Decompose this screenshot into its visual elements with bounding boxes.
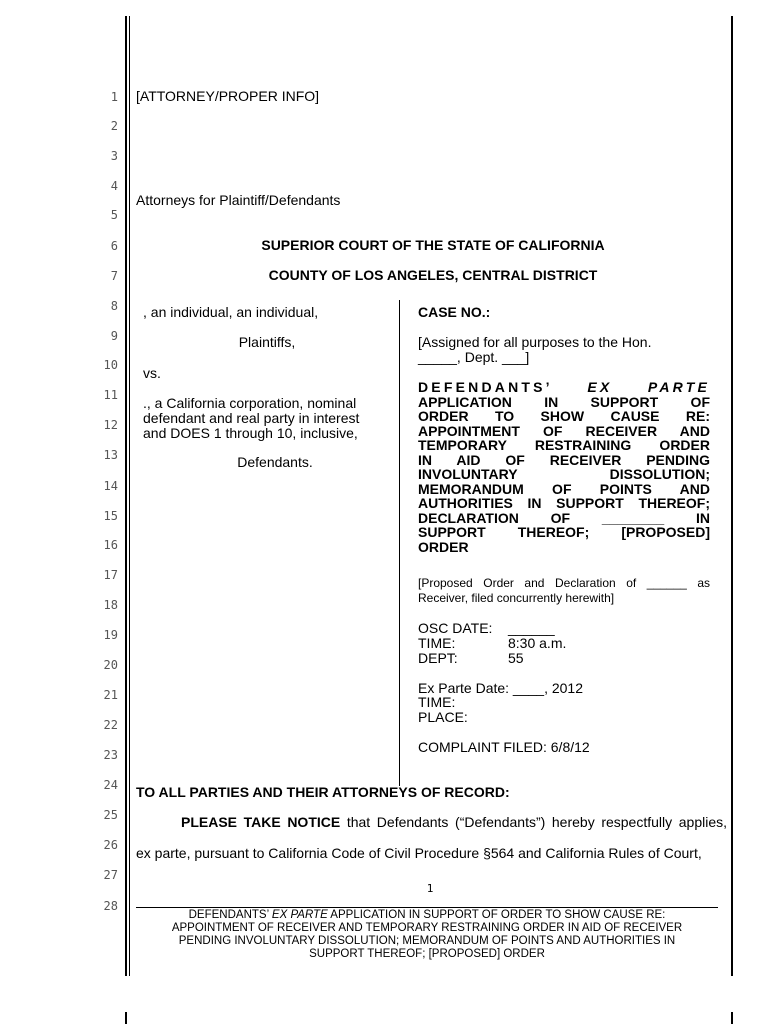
title-line: MEMORANDUM OF POINTS AND — [418, 480, 710, 497]
body-paragraph-line-1 — [136, 815, 727, 830]
time-label: TIME: — [418, 635, 456, 651]
line-number: 25 — [103, 808, 118, 822]
title-line: ORDER TO SHOW CAUSE RE: — [418, 408, 710, 424]
line-number: 12 — [103, 418, 118, 432]
footer-rule — [136, 907, 718, 908]
time2-label: TIME: — [418, 694, 456, 710]
assigned-line-2: _____, Dept. ___] — [418, 349, 530, 365]
title-line: APPOINTMENT OF RECEIVER AND — [418, 422, 710, 439]
plaintiff-name: , an individual, an individual, — [143, 304, 319, 320]
line-number: 16 — [103, 538, 118, 552]
line-number: 20 — [103, 658, 118, 672]
attorney-info: [ATTORNEY/PROPER INFO] — [136, 88, 320, 104]
footer-rest-1: APPLICATION IN SUPPORT OF ORDER TO SHOW CAUSE RE: — [327, 909, 666, 921]
line-number: 13 — [103, 448, 118, 462]
court-name: SUPERIOR COURT OF THE STATE OF CALIFORNIA — [261, 237, 605, 253]
line-number: 4 — [110, 179, 118, 193]
osc-date-value: ______ — [508, 620, 555, 636]
please-take-notice: PLEASE TAKE NOTICE — [181, 814, 341, 830]
line-number: 9 — [110, 329, 118, 343]
line-number: 21 — [103, 688, 118, 702]
place-label: PLACE: — [418, 709, 468, 725]
line-number: 6 — [110, 239, 118, 253]
line-number: 11 — [103, 388, 118, 402]
line-number: 8 — [110, 299, 118, 313]
county-name: COUNTY OF LOS ANGELES, CENTRAL DISTRICT — [268, 267, 598, 283]
complaint-filed: COMPLAINT FILED: 6/8/12 — [418, 739, 590, 755]
title-line: DECLARATION OF ________ IN — [418, 509, 710, 526]
left-margin-rule-inner — [129, 16, 130, 976]
line-number: 17 — [103, 568, 118, 582]
title-line: APPLICATION IN SUPPORT OF — [418, 393, 710, 410]
title-line: IN AID OF RECEIVER PENDING — [418, 451, 710, 468]
line-number: 5 — [110, 208, 118, 222]
case-number: CASE NO.: — [418, 304, 491, 320]
proposed-note-1: [Proposed Order and Declaration of ______ as — [418, 576, 710, 590]
title-line: INVOLUNTARY DISSOLUTION; — [418, 466, 710, 482]
footer-ex-parte: EX PARTE — [271, 909, 328, 921]
attorneys-for: Attorneys for Plaintiff/Defendants — [136, 192, 341, 208]
line-number: 10 — [103, 358, 118, 372]
title-line: SUPPORT THEREOF; [PROPOSED] — [418, 524, 710, 540]
title-line: TEMPORARY RESTRAINING ORDER — [418, 437, 710, 453]
footer — [136, 909, 718, 961]
proposed-note-2: Receiver, filed concurrently herewith] — [418, 591, 615, 605]
footer-line-2: APPOINTMENT OF RECEIVER AND TEMPORARY RESTRAINING ORDER IN AID OF RECEIVER — [171, 922, 683, 934]
plaintiffs-label: Plaintiffs, — [238, 334, 296, 350]
line-number: 28 — [103, 899, 118, 913]
title-word-ex-parte: EX PARTE — [587, 379, 711, 395]
title-word-defendants: DEFENDANTS’ — [418, 379, 552, 395]
footer-word-1: DEFENDANTS’ — [188, 909, 269, 921]
time-value: 8:30 a.m. — [508, 635, 567, 651]
defendant-line-3: and DOES 1 through 10, inclusive, — [143, 425, 358, 441]
line-number: 7 — [110, 269, 118, 283]
page-number: 1 — [426, 882, 434, 895]
dept-value: 55 — [508, 650, 524, 666]
right-margin-rule — [731, 16, 733, 976]
footer-line-1 — [136, 909, 718, 922]
next-page-right-rule — [731, 1012, 733, 1024]
left-margin-rule — [125, 16, 127, 976]
line-number: 24 — [103, 778, 118, 792]
to-all-parties: TO ALL PARTIES AND THEIR ATTORNEYS OF RECORD: — [136, 784, 510, 800]
line-number: 23 — [103, 748, 118, 762]
footer-line-4: SUPPORT THEREOF; [PROPOSED] ORDER — [309, 948, 545, 960]
title-first-line — [418, 380, 710, 395]
line-number: 14 — [103, 479, 118, 493]
defendant-line-1: ., a California corporation, nominal — [143, 395, 357, 411]
line-number: 18 — [103, 598, 118, 612]
defendant-line-2: defendant and real party in interest — [143, 410, 360, 426]
title-line: AUTHORITIES IN SUPPORT THEREOF; — [418, 495, 710, 511]
next-page-left-rule — [125, 1012, 127, 1024]
line-number: 27 — [103, 868, 118, 882]
line-number: 26 — [103, 838, 118, 852]
versus-label: vs. — [143, 365, 161, 381]
caption-divider — [399, 300, 400, 786]
osc-date-label: OSC DATE: — [418, 620, 493, 636]
line-number: 15 — [103, 509, 118, 523]
line-number: 1 — [110, 90, 118, 104]
assigned-line-1: [Assigned for all purposes to the Hon. — [418, 334, 652, 350]
body-paragraph-line-2: ex parte, pursuant to California Code of Civil Procedure §564 and California Rules of Court, — [136, 845, 702, 861]
footer-line-3: PENDING INVOLUNTARY DISSOLUTION; MEMORANDUM OF POINTS AND AUTHORITIES IN — [178, 935, 676, 947]
line-number: 3 — [110, 149, 118, 163]
defendants-label: Defendants. — [237, 454, 313, 470]
line-number: 19 — [103, 628, 118, 642]
title-lines — [418, 395, 710, 555]
document-title — [418, 380, 710, 554]
body-paragraph-rest: that Defendants (“Defendants”) hereby respectfully applies, — [340, 814, 727, 830]
title-line: ORDER — [418, 538, 469, 555]
dept-label: DEPT: — [418, 650, 458, 666]
ex-parte-date: Ex Parte Date: ____, 2012 — [418, 680, 583, 696]
line-number: 2 — [110, 119, 118, 133]
line-number: 22 — [103, 718, 118, 732]
